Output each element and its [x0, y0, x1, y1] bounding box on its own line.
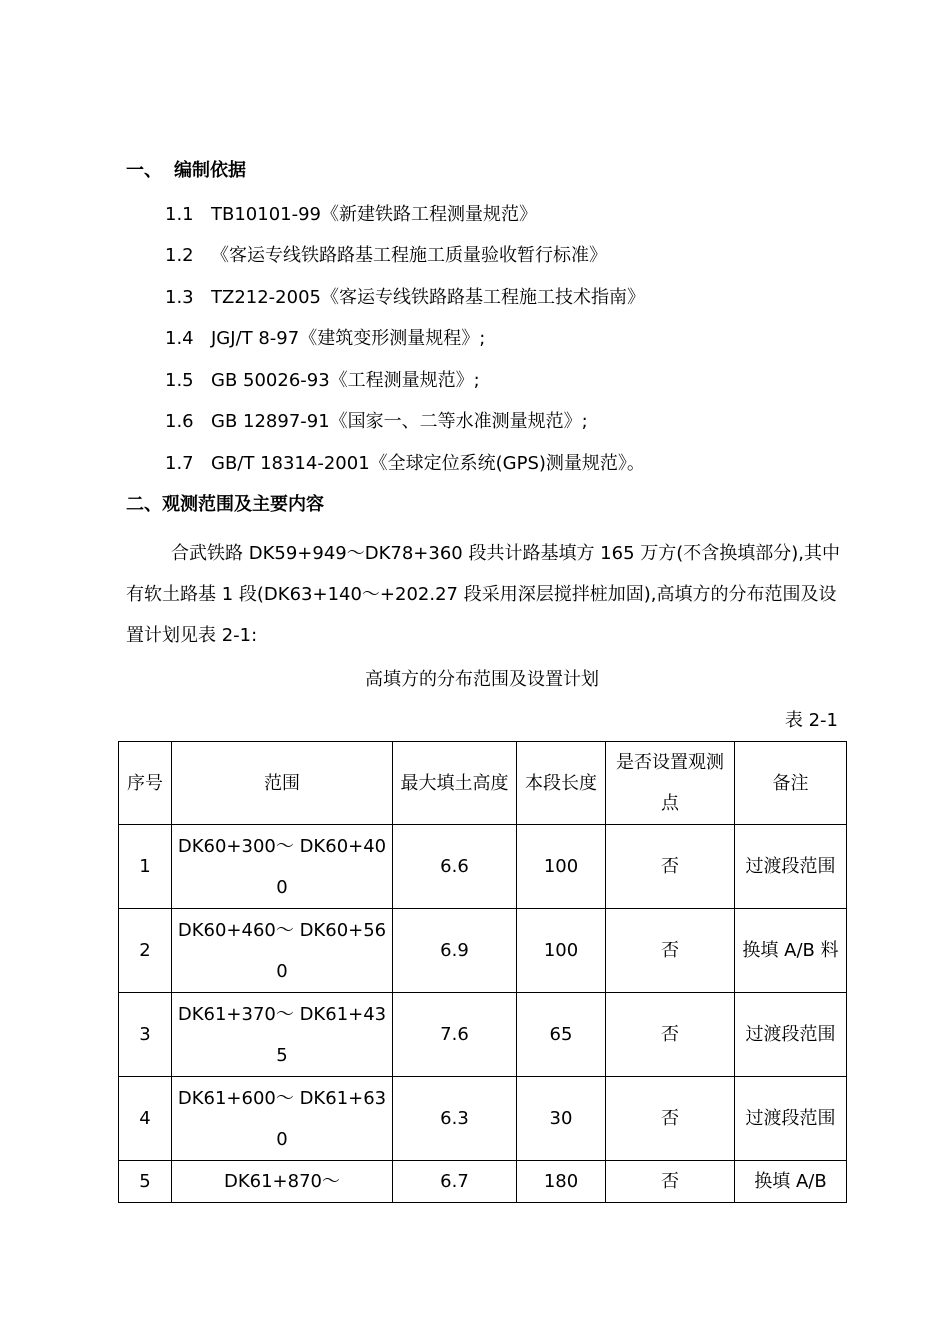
header-range: 范围 [172, 742, 393, 825]
reference-item [165, 410, 588, 434]
reference-item [165, 203, 537, 227]
reference-number: 1.5 [165, 370, 194, 391]
cell-observation: 否 [606, 1161, 735, 1203]
cell-remarks: 过渡段范围 [735, 1077, 847, 1161]
table-caption: 高填方的分布范围及设置计划 [365, 669, 599, 690]
cell-length: 100 [517, 909, 606, 993]
section-1-number: 一、 [126, 160, 162, 181]
table-row [119, 825, 847, 909]
distribution-table [118, 741, 847, 1203]
cell-length: 30 [517, 1077, 606, 1161]
reference-text: 《客运专线铁路路基工程施工质量验收暂行标准》 [211, 245, 607, 266]
cell-index: 1 [119, 825, 172, 909]
cell-index: 2 [119, 909, 172, 993]
cell-range: DK60+460～ DK60+560 [172, 909, 393, 993]
reference-item [165, 369, 480, 393]
cell-index: 5 [119, 1161, 172, 1203]
cell-range: DK61+870～ [172, 1161, 393, 1203]
reference-item [165, 244, 607, 268]
reference-number: 1.1 [165, 204, 194, 225]
reference-item [165, 327, 485, 351]
section-2-paragraph: 合武铁路 DK59+949～DK78+360 段共计路基填方 165 万方(不含换填部分),其中有软土路基 1 段(DK63+140～+202.27 段采用深层搅拌桩加固),高填方的分布范围及设置计划见表 2-1: [126, 543, 841, 646]
cell-observation: 否 [606, 909, 735, 993]
cell-observation: 否 [606, 825, 735, 909]
reference-number: 1.3 [165, 287, 194, 308]
cell-remarks: 过渡段范围 [735, 993, 847, 1077]
reference-text: TZ212-2005《客运专线铁路路基工程施工技术指南》 [211, 287, 645, 308]
cell-max-height: 6.9 [393, 909, 517, 993]
cell-remarks: 过渡段范围 [735, 825, 847, 909]
header-index: 序号 [119, 742, 172, 825]
table-container [110, 735, 860, 1204]
reference-text: GB/T 18314-2001《全球定位系统(GPS)测量规范》。 [211, 453, 645, 474]
cell-range: DK60+300～ DK60+400 [172, 825, 393, 909]
cell-length: 180 [517, 1161, 606, 1203]
table-header-row [119, 742, 847, 825]
reference-text: TB10101-99《新建铁路工程测量规范》 [211, 204, 538, 225]
reference-item [165, 286, 645, 310]
reference-text: GB 50026-93《工程测量规范》; [211, 370, 480, 391]
header-observation: 是否设置观测点 [606, 742, 735, 825]
header-remarks: 备注 [735, 742, 847, 825]
cell-range: DK61+600～ DK61+630 [172, 1077, 393, 1161]
reference-item [165, 452, 645, 476]
cell-index: 4 [119, 1077, 172, 1161]
cell-length: 65 [517, 993, 606, 1077]
table-number: 表 2-1 [784, 710, 838, 731]
cell-max-height: 6.7 [393, 1161, 517, 1203]
table-row [119, 993, 847, 1077]
table-row [119, 1161, 847, 1203]
header-max-height: 最大填土高度 [393, 742, 517, 825]
cell-max-height: 6.3 [393, 1077, 517, 1161]
reference-number: 1.6 [165, 411, 194, 432]
section-2-heading: 二、观测范围及主要内容 [126, 494, 324, 515]
reference-number: 1.7 [165, 453, 194, 474]
reference-text: GB 12897-91《国家一、二等水准测量规范》; [211, 411, 588, 432]
reference-text: JGJ/T 8-97《建筑变形测量规程》; [211, 328, 486, 349]
table-row [119, 909, 847, 993]
cell-observation: 否 [606, 1077, 735, 1161]
cell-length: 100 [517, 825, 606, 909]
section-1-heading [126, 159, 246, 183]
header-length: 本段长度 [517, 742, 606, 825]
table-row [119, 1077, 847, 1161]
reference-number: 1.2 [165, 245, 194, 266]
cell-remarks: 换填 A/B [735, 1161, 847, 1203]
cell-observation: 否 [606, 993, 735, 1077]
cell-range: DK61+370～ DK61+435 [172, 993, 393, 1077]
cell-max-height: 6.6 [393, 825, 517, 909]
cell-remarks: 换填 A/B 料 [735, 909, 847, 993]
cell-max-height: 7.6 [393, 993, 517, 1077]
section-1-title: 编制依据 [174, 160, 246, 181]
reference-number: 1.4 [165, 328, 194, 349]
cell-index: 3 [119, 993, 172, 1077]
